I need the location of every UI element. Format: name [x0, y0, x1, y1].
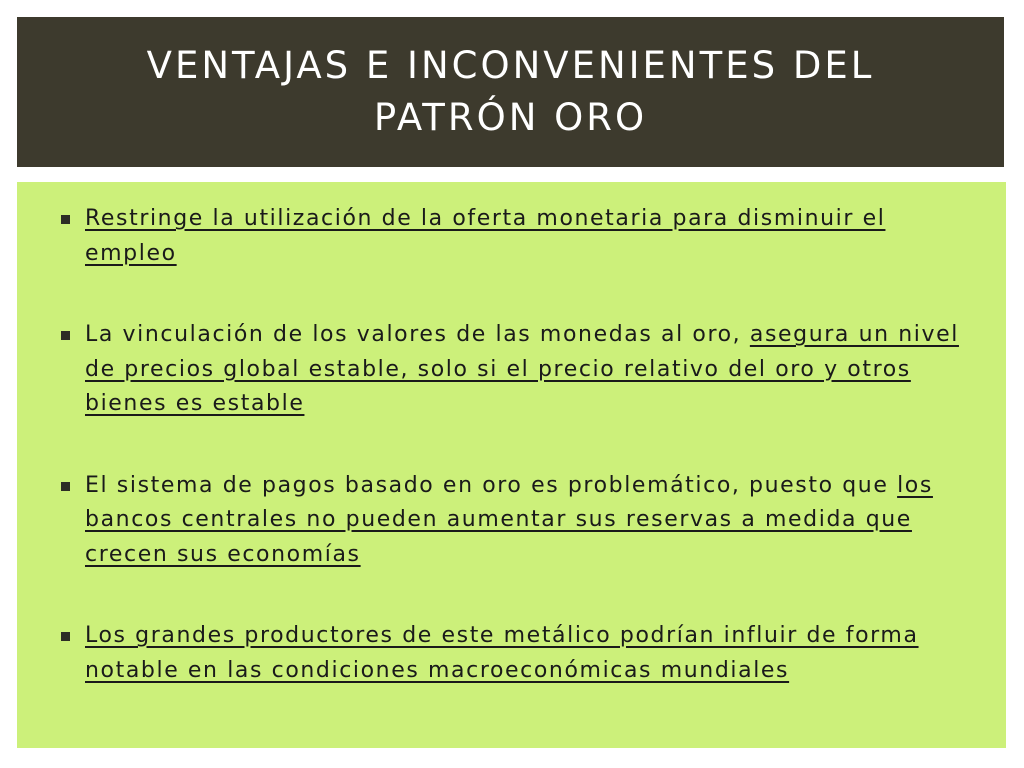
bullet-text-underlined: asegura un nivel de precios global estable, solo si el precio relativo del oro y otros bienes es estable — [85, 322, 959, 416]
square-bullet-icon — [61, 482, 70, 491]
bullet-text-underlined: los bancos centrales no pueden aumentar sus reservas a medida que crecen sus economías — [85, 472, 933, 567]
content-box — [17, 182, 1006, 748]
bullet-item-restricts-money-supply — [61, 202, 981, 271]
bullet-item-price-level — [61, 318, 981, 422]
bullet-list — [61, 202, 981, 688]
bullet-text-underlined: Restringe la utilización de la oferta monetaria para disminuir el empleo — [85, 206, 886, 266]
square-bullet-icon — [61, 632, 70, 641]
slide-title — [101, 40, 921, 144]
slide-title-line-1: VENTAJAS E INCONVENIENTES DEL — [146, 44, 875, 87]
bullet-text-underlined: Los grandes productores de este metálico podrían influir de forma notable en las condiciones macroeconómicas mundiales — [85, 623, 919, 683]
bullet-text: La vinculación de los valores de las monedas al oro, — [85, 322, 750, 347]
square-bullet-icon — [61, 331, 70, 340]
bullet-text: El sistema de pagos basado en oro es problemático, puesto que — [85, 472, 898, 498]
bullet-item-payment-system — [61, 469, 981, 573]
slide-title-line-2: PATRÓN ORO — [373, 96, 648, 139]
bullet-item-gold-producers — [61, 619, 981, 688]
title-bar — [17, 17, 1004, 167]
square-bullet-icon — [61, 215, 70, 224]
